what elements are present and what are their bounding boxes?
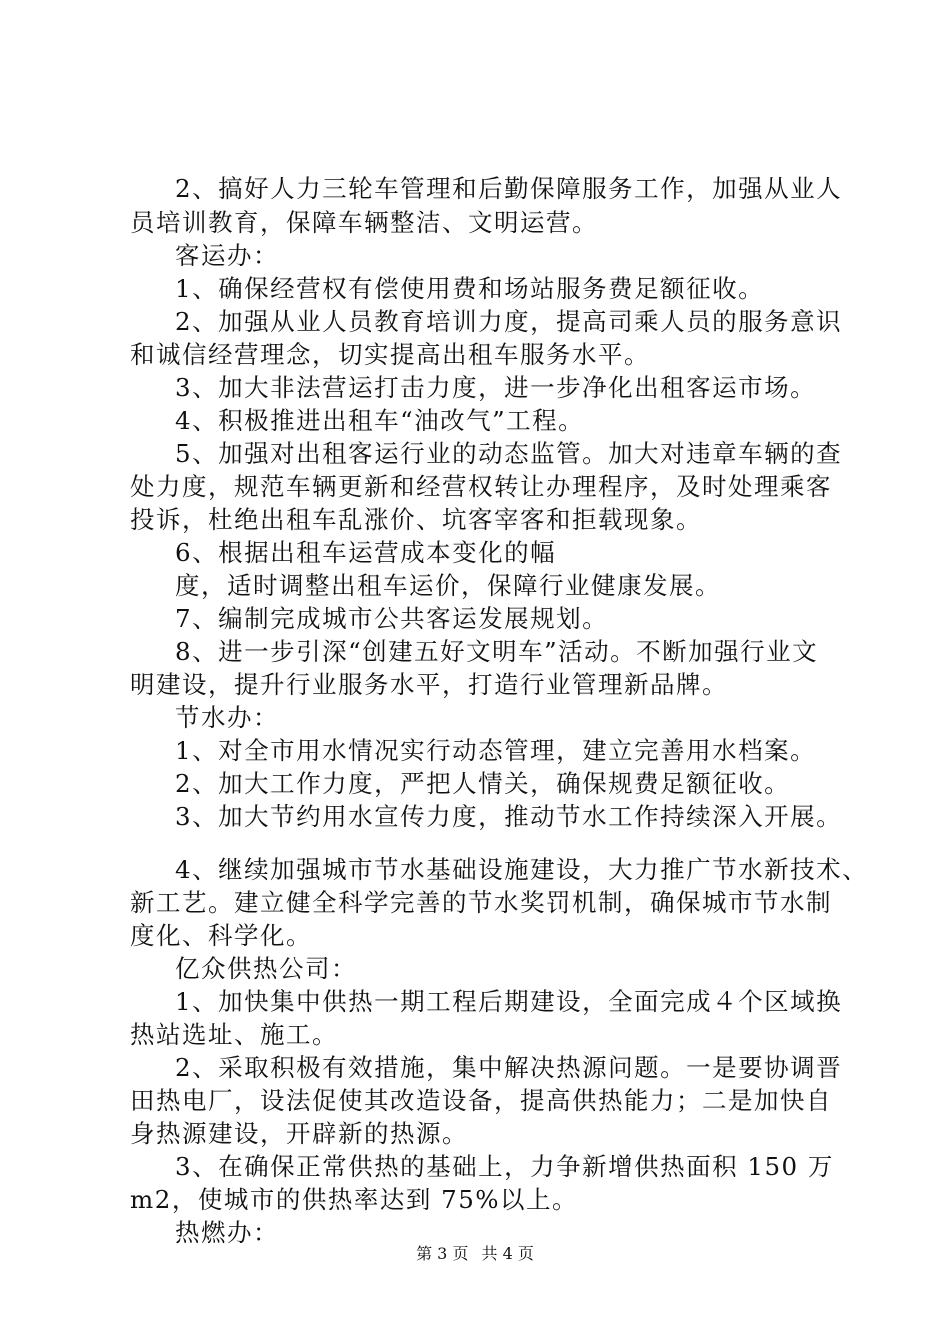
section-heading: 节水办：	[175, 703, 279, 732]
paragraph-line: 1、确保经营权有偿使用费和场站服务费足额征收。	[175, 274, 765, 303]
paragraph-line: 5、加强对出租客运行业的动态监管。加大对违章车辆的查	[175, 439, 843, 468]
paragraph-line: 2、采取积极有效措施，集中解决热源问题。一是要协调晋	[175, 1053, 843, 1082]
paragraph-line: 4、继续加强城市节水基础设施建设，大力推广节水新技术、	[175, 855, 869, 884]
page-number: 第 3 页	[416, 1244, 469, 1263]
paragraph-line: 4、积极推进出租车“油改气”工程。	[175, 406, 585, 435]
paragraph-line: 田热电厂，设法促使其改造设备，提高供热能力；二是加快自	[130, 1086, 832, 1115]
paragraph-line: 6、根据出租车运营成本变化的幅	[175, 538, 557, 567]
paragraph-line: 热站选址、施工。	[130, 1020, 338, 1049]
paragraph-line: 度化、科学化。	[130, 921, 312, 950]
section-heading: 热燃办：	[175, 1218, 279, 1247]
paragraph-line: 2、加大工作力度，严把人情关，确保规费足额征收。	[175, 769, 791, 798]
section-heading: 客运办：	[175, 241, 279, 270]
paragraph-line: 8、进一步引深“创建五好文明车”活动。不断加强行业文	[175, 637, 819, 666]
paragraph-line: 3、在确保正常供热的基础上，力争新增供热面积 150 万	[175, 1152, 834, 1181]
paragraph-line: 新工艺。建立健全科学完善的节水奖罚机制，确保城市节水制	[130, 888, 832, 917]
paragraph-line: 2、加强从业人员教育培训力度，提高司乘人员的服务意识	[175, 307, 843, 336]
paragraph-line: 3、加大非法营运打击力度，进一步净化出租客运市场。	[175, 373, 817, 402]
paragraph-line: 处力度，规范车辆更新和经营权转让办理程序，及时处理乘客	[130, 472, 832, 501]
section-heading: 亿众供热公司：	[175, 954, 357, 983]
paragraph-line: 1、对全市用水情况实行动态管理，建立完善用水档案。	[175, 736, 817, 765]
page-footer	[0, 1242, 950, 1266]
paragraph-line: 3、加大节约用水宣传力度，推动节水工作持续深入开展。	[175, 802, 843, 831]
paragraph-line: 度，适时调整出租车运价，保障行业健康发展。	[175, 571, 721, 600]
paragraph-line: 身热源建设，开辟新的热源。	[130, 1119, 468, 1148]
paragraph-line: 员培训教育，保障车辆整洁、文明运营。	[130, 208, 598, 237]
paragraph-line: 1、加快集中供热一期工程后期建设，全面完成４个区域换	[175, 987, 843, 1016]
paragraph-line: 明建设，提升行业服务水平，打造行业管理新品牌。	[130, 670, 728, 699]
paragraph-line: 和诚信经营理念，切实提高出租车服务水平。	[130, 340, 650, 369]
paragraph-line: 投诉，杜绝出租车乱涨价、坑客宰客和拒载现象。	[130, 505, 702, 534]
page-total: 共 4 页	[481, 1244, 534, 1263]
paragraph-line: m2，使城市的供热率达到 75%以上。	[130, 1185, 579, 1214]
paragraph-line: 7、编制完成城市公共客运发展规划。	[175, 604, 609, 633]
paragraph-line: 2、搞好人力三轮车管理和后勤保障服务工作，加强从业人	[175, 174, 843, 203]
